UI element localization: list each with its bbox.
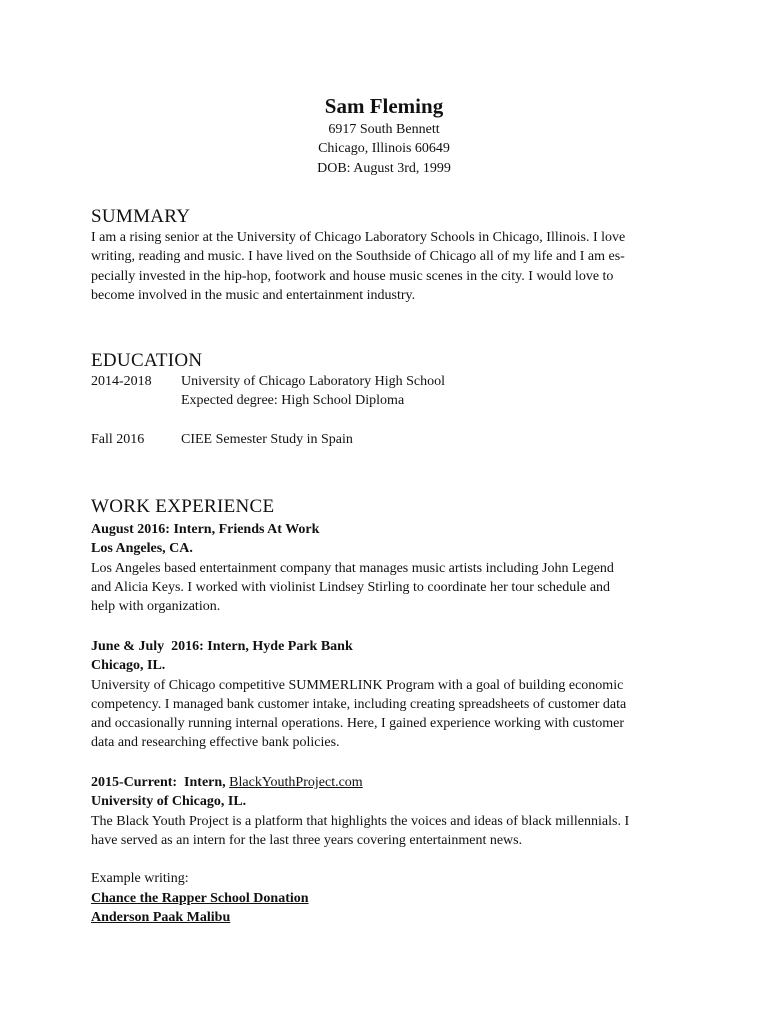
summary-line: become involved in the music and entertainment industry. [91, 287, 416, 303]
expected-degree: Expected degree: High School Diploma [181, 393, 405, 409]
program-name: CIEE Semester Study in Spain [181, 431, 353, 447]
job-description-line: have served as an intern for the last three years covering entertainment news. [91, 832, 523, 848]
job-description-line: The Black Youth Project is a platform that highlights the voices and ideas of black millennials. I [91, 813, 630, 829]
summary-line: I am a rising senior at the University of Chicago Laboratory Schools in Chicago, Illinois. I love [91, 230, 626, 245]
job-entry-black-youth-project [91, 773, 681, 927]
education-description [181, 372, 681, 411]
job-description-line: University of Chicago competitive SUMMERLINK Program with a goal of building economic [91, 677, 624, 693]
address-line-1: 6917 South Bennett [328, 122, 440, 137]
education-section [91, 350, 681, 449]
work-section [91, 496, 681, 518]
education-date: 2014-2018 [91, 374, 152, 389]
job-heading [91, 773, 681, 792]
summary-text [91, 228, 681, 305]
summary-title: SUMMARY [91, 206, 191, 227]
school-name: University of Chicago Laboratory High School [181, 374, 446, 389]
job-location: Chicago, IL. [91, 658, 166, 674]
job-description-line: Los Angeles based entertainment company that manages music artists including John Legend [91, 560, 614, 576]
job-heading-prefix: 2015-Current: Intern, [91, 775, 230, 790]
education-entry [91, 372, 681, 411]
summary-section [91, 206, 681, 305]
job-heading: August 2016: Intern, Friends At Work [91, 522, 320, 537]
summary-line: writing, reading and music. I have lived on the Southside of Chicago all of my life and I am es- [91, 249, 625, 265]
job-description-line: data and researching effective bank policies. [91, 735, 340, 751]
example-writing-link[interactable]: Chance the Rapper School Donation [91, 890, 309, 906]
education-description [181, 430, 681, 449]
job-description-line: and Alicia Keys. I worked with violinist Lindsey Stirling to coordinate her tour schedule and [91, 579, 611, 595]
education-entry [91, 430, 681, 449]
black-youth-project-link[interactable]: BlackYouthProject.com [229, 775, 363, 790]
job-location: University of Chicago, IL. [91, 794, 247, 810]
applicant-name: Sam Fleming [324, 94, 444, 118]
summary-line: pecially invested in the hip-hop, footwork and house music scenes in the city. I would love to [91, 268, 614, 284]
education-title: EDUCATION [91, 350, 203, 371]
address-line-2: Chicago, Illinois 60649 [318, 141, 450, 157]
education-date: Fall 2016 [91, 431, 145, 447]
date-of-birth: DOB: August 3rd, 1999 [317, 160, 451, 176]
example-writing-link[interactable]: Anderson Paak Malibu [91, 910, 231, 926]
job-entry-friends-at-work [91, 520, 681, 616]
job-description-line: and occasionally running internal operations. Here, I gained experience working with customer [91, 716, 624, 732]
job-location: Los Angeles, CA. [91, 541, 193, 557]
resume-header [0, 92, 768, 178]
work-title: WORK EXPERIENCE [91, 496, 275, 517]
job-heading: June & July 2016: Intern, Hyde Park Bank [91, 639, 353, 654]
job-entry-hyde-park-bank [91, 637, 681, 753]
job-description-line: competency. I managed bank customer intake, including creating spreadsheets of customer data [91, 696, 627, 712]
job-description-line: help with organization. [91, 599, 221, 615]
example-writing-label: Example writing: [91, 871, 189, 887]
